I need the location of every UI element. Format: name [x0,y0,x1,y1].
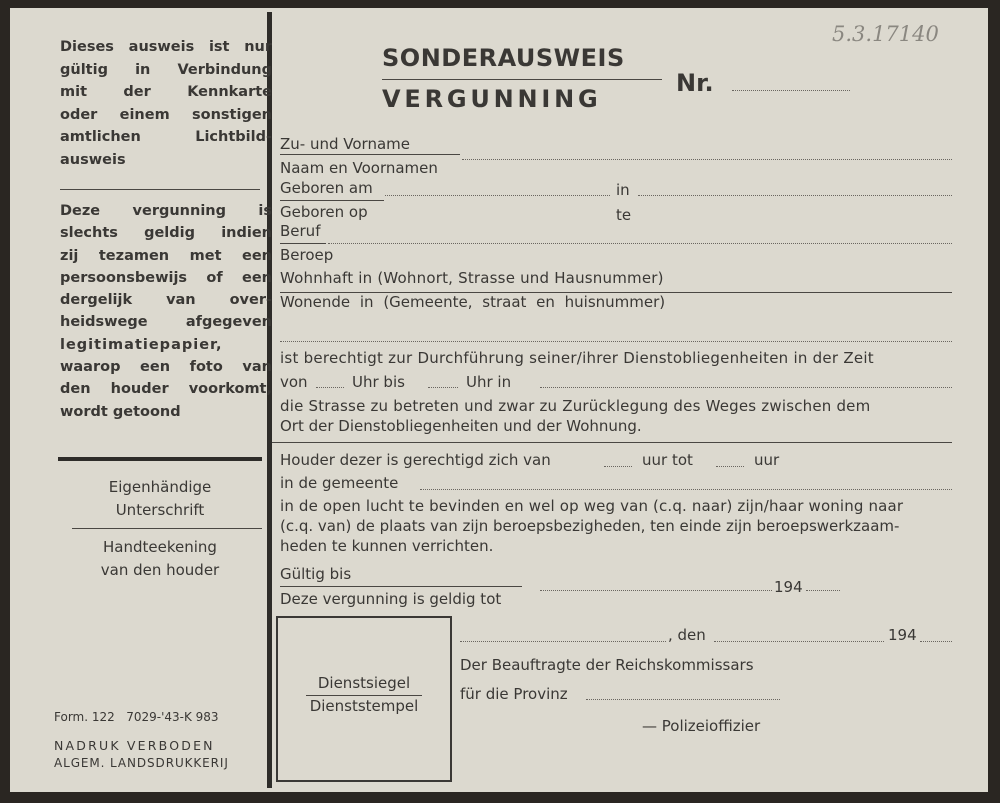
municipality-field[interactable] [420,489,952,490]
notice-line: legitimatiepapier, [60,336,223,353]
dutch-permission-line-5: heden te kunnen verrichten. [280,537,494,555]
notice-line: oder einem sonstigen [60,106,272,123]
name-label-nl: Naam en Voornamen [280,159,438,177]
title-dutch: VERGUNNING [382,85,602,113]
permit-card [10,8,988,792]
time-place-label: Uhr in [466,373,512,391]
notice-line: Dieses ausweis ist nur [60,39,272,55]
notice-line: persoonsbewijs of een [60,269,272,286]
signature-divider [72,528,262,529]
residence-field[interactable] [280,341,952,342]
valid-until-label-nl: Deze vergunning is geldig tot [280,590,502,608]
notice-line: mit der Kennkarte [60,84,272,100]
born-label-de: Geboren am [280,179,373,197]
commissioner-label: Der Beauftragte der Reichskommissars [460,656,754,674]
dutch-time-from-field[interactable] [604,466,632,467]
valid-until-year: 194 [774,578,803,596]
validity-divider [280,586,522,587]
notice-line: ausweis [60,151,126,168]
nr-label: Nr. [676,69,714,97]
name-label-underline [280,154,460,155]
born-date-field[interactable] [385,195,610,196]
title-underline [382,79,662,80]
valid-until-year-field[interactable] [806,590,840,591]
dutch-hour-label: uur [754,451,780,469]
dutch-permission-line-1: Houder dezer is gerechtigd zich van [280,451,551,469]
handwritten-number: 5.3.17140 [832,22,939,46]
signature-label-nl-2: van den houder [100,561,220,579]
residence-label-de: Wohnhaft in (Wohnort, Strasse und Hausnummer) [280,269,664,287]
left-thick-divider [58,457,262,461]
born-place-field[interactable] [638,195,952,196]
residence-label-nl: Wonende in (Gemeente, straat en huisnummer) [280,293,666,311]
notice-line: amtlichen Lichtbild- [60,129,272,145]
time-from-label: von [280,373,308,391]
notice-line: zij tezamen met een [60,247,272,264]
job-label-de: Beruf [280,222,321,240]
province-field[interactable] [586,699,780,700]
name-field[interactable] [462,159,952,160]
job-field[interactable] [328,243,952,244]
valid-until-label-de: Gültig bis [280,565,352,583]
printer-line-2: ALGEM. LANDSDRUKKERIJ [54,756,229,770]
dutch-permission-line-4: (c.q. van) de plaats van zijn beroepsbezigheden, ten einde zijn beroepswerkzaam- [280,517,900,535]
seal-label-nl: Dienststempel [309,697,419,715]
title-german: SONDERAUSWEIS [382,44,625,72]
police-officer-label: — Polizeioffizier [642,717,761,735]
municipality-label: in de gemeente [280,474,399,492]
dutch-time-until-label: uur tot [642,451,693,469]
name-label-de: Zu- und Vorname [280,135,410,153]
valid-until-field[interactable] [540,590,772,591]
job-divider [280,243,326,244]
time-until-label: Uhr bis [352,373,405,391]
notice-line: Deze vergunning is [60,203,272,219]
left-divider [60,189,260,190]
time-from-field[interactable] [316,387,344,388]
signature-label-de-2: Unterschrift [115,501,205,519]
notice-line: heidswege afgegeven [60,314,272,331]
job-label-nl: Beroep [280,246,334,264]
printer-line-1: NADRUK VERBODEN [54,738,215,753]
dutch-validity-notice [60,200,272,423]
german-permission-line-1: ist berechtigt zur Durchführung seiner/ihrer Dienstobliegenheiten in der Zeit [280,349,874,367]
born-label-nl: Geboren op [280,203,368,221]
sign-place-field[interactable] [460,641,666,642]
born-divider [280,200,384,201]
german-validity-notice [60,36,272,171]
seal-label-de: Dienstsiegel [317,674,411,692]
dutch-permission-line-3: in de open lucht te bevinden en wel op weg van (c.q. naar) zijn/haar woning naar [280,497,904,515]
province-label: für die Provinz [460,685,568,703]
nr-field[interactable] [732,90,850,91]
born-place-label-nl: te [616,206,632,224]
german-section-divider [272,442,952,443]
dutch-time-until-field[interactable] [716,466,744,467]
notice-line: waarop een foto van [60,359,272,376]
sign-year: 194 [888,626,917,644]
form-number: Form. 122 7029-'43-K 983 [54,710,219,724]
notice-line: den houder voorkomt, [60,381,272,398]
notice-line: slechts geldig indien [60,225,272,242]
signature-label-de-1: Eigenhändige [108,478,212,496]
notice-line: dergelijk van over- [60,292,272,309]
notice-line: wordt getoond [60,403,181,420]
time-until-field[interactable] [428,387,458,388]
sign-date-label: , den [668,626,706,644]
german-permission-line-3: die Strasse zu betreten und zwar zu Zurücklegung des Weges zwischen dem [280,397,871,415]
german-permission-line-4: Ort der Dienstobliegenheiten und der Wohnung. [280,417,642,435]
seal-divider [306,695,422,696]
sign-date-field[interactable] [714,641,884,642]
signature-label-nl-1: Handteekening [103,538,217,556]
time-place-field[interactable] [540,387,952,388]
notice-line: gültig in Verbindung [60,61,272,78]
born-place-label-de: in [616,181,630,199]
sign-year-field[interactable] [920,641,952,642]
